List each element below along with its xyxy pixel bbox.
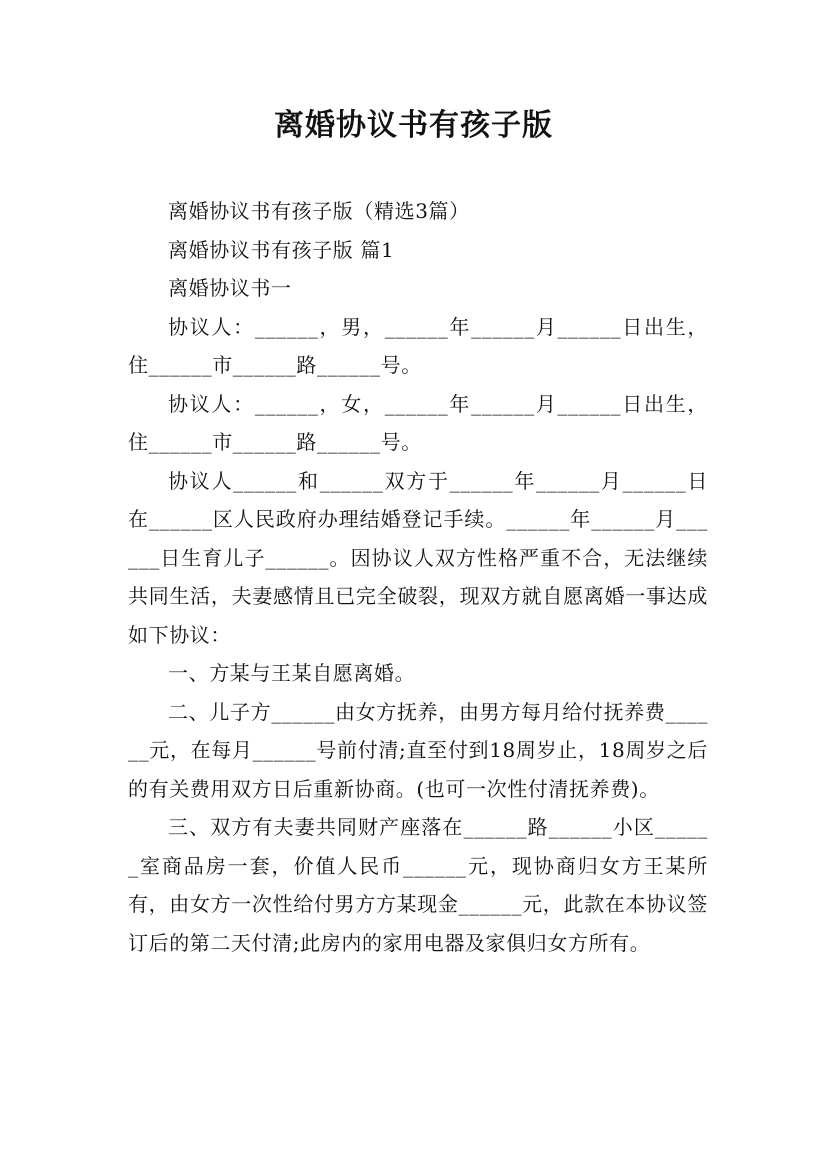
paragraph-subtitle: 离婚协议书有孩子版（精选3篇） xyxy=(168,199,470,223)
paragraph-section-heading: 离婚协议书有孩子版 篇1 xyxy=(168,237,395,262)
paragraph-clause-3: 三、双方有夫妻共同财产座落在______路______小区______室商品房一套，价值人民币______元，现协商归女方王某所有，由女方一次性给付男方方某现金______元，此款在本协议签订后的第二天付清;此房内的家用电器及家俱归女方所有。 xyxy=(128,815,708,955)
document-title: 离婚协议书有孩子版 xyxy=(274,108,553,143)
paragraph-clause-1: 一、方某与王某自愿离婚。 xyxy=(168,661,416,685)
paragraph-marriage-info: 协议人______和______双方于______年______月______日在______区人民政府办理结婚登记手续。______年______月______日生育儿子______。因协议人双方性格严重不合，无法继续共同生活，夫妻感情且已完全破裂，现双方就自愿离婚一事达成如下协议： xyxy=(128,468,708,647)
document-body xyxy=(128,192,708,962)
paragraph-agreement-name: 离婚协议书一 xyxy=(168,276,292,300)
paragraph-party-female: 协议人：______，女，______年______月______日出生，住______市______路______号。 xyxy=(128,391,708,454)
paragraph-clause-2: 二、儿子方______由女方抚养，由男方每月给付抚养费______元，在每月______号前付清;直至付到18周岁止，18周岁之后的有关费用双方日后重新协商。(也可一次性付清抚养费)。 xyxy=(128,699,708,801)
paragraph-party-male: 协议人：______，男，______年______月______日出生，住______市______路______号。 xyxy=(128,314,708,377)
